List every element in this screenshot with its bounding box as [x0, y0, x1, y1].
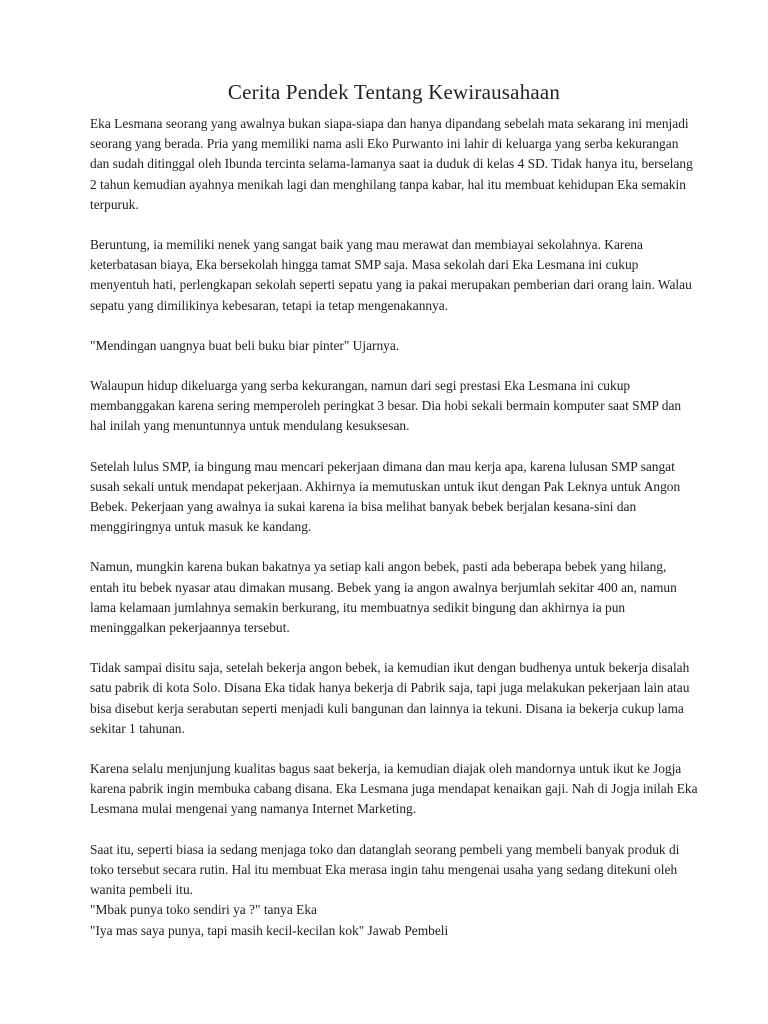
- dialogue-line-1: "Mbak punya toko sendiri ya ?" tanya Eka: [90, 902, 317, 918]
- paragraph-4: Walaupun hidup dikeluarga yang serba kekurangan, namun dari segi prestasi Eka Lesmana ini cukup membanggakan karena sering memperoleh peringkat 3 besar. Dia hobi sekali bermain komputer saat SMP dan hal inilah yang menuntunnya untuk mendulang kesuksesan.: [90, 378, 682, 434]
- paragraph-9: Saat itu, seperti biasa ia sedang menjaga toko dan datanglah seorang pembeli yang membeli banyak produk di toko tersebut secara rutin. Hal itu membuat Eka merasa ingin tahu mengenai usaha yang sedang ditekuni oleh wanita pembeli itu.: [90, 841, 680, 898]
- paragraph-1: Eka Lesmana seorang yang awalnya bukan siapa-siapa dan hanya dipandang sebelah mata sekarang ini menjadi seorang yang berada. Pria yang memiliki nama asli Eko Purwanto ini lahir di keluarga yang serba kekurangan dan sudah ditinggal oleh Ibunda tercinta selama-lamanya saat ia duduk di kelas 4 SD. Tidak hanya itu, berselang 2 tahun kemudian ayahnya menikah lagi dan menghilang tanpa kabar, hal itu membuat kehidupan Eka semakin terpuruk.: [90, 116, 693, 212]
- document-title: Cerita Pendek Tentang Kewirausahaan: [227, 80, 561, 104]
- paragraph-5: Setelah lulus SMP, ia bingung mau mencari pekerjaan dimana dan mau kerja apa, karena lulusan SMP sangat susah sekali untuk mendapat pekerjaan. Akhirnya ia memutuskan untuk ikut dengan Pak Leknya untuk Angon Bebek. Pekerjaan yang awalnya ia sukai karena ia bisa melihat banyak bebek berjalan kesana-sini dan menggiringnya untuk masuk ke kandang.: [90, 458, 681, 535]
- paragraph-6: Namun, mungkin karena bukan bakatnya ya setiap kali angon bebek, pasti ada beberapa bebek yang hilang, entah itu bebek nyasar atau dimakan musang. Bebek yang ia angon awalnya berjumlah sekitar 400 an, namun lama kelamaan jumlahnya semakin berkurang, itu membuatnya sedikit bingung dan akhirnya ia pun meninggalkan pekerjaannya tersebut.: [90, 559, 677, 636]
- paragraph-3: "Mendingan uangnya buat beli buku biar pinter" Ujarnya.: [90, 337, 400, 353]
- paragraph-7: Tidak sampai disitu saja, setelah bekerja angon bebek, ia kemudian ikut dengan budhenya untuk bekerja disalah satu pabrik di kota Solo. Disana Eka tidak hanya bekerja di Pabrik saja, tapi juga melakukan pekerjaan lain atau bisa disebut kerja serabutan seperti menjadi kuli bangunan dan lainnya ia tekuni. Disana ia bekerja cukup lama sekitar 1 tahunan.: [90, 660, 690, 736]
- paragraph-8: Karena selalu menjunjung kualitas bagus saat bekerja, ia kemudian diajak oleh mandornya untuk ikut ke Jogja karena pabrik ingin membuka cabang disana. Eka Lesmana juga mendapat kenaikan gaji. Nah di Jogja inilah Eka Lesmana mulai mengenai yang namanya Internet Marketing.: [90, 761, 698, 817]
- paragraph-2: Beruntung, ia memiliki nenek yang sangat baik yang mau merawat dan membiayai sekolahnya. Karena keterbatasan biaya, Eka bersekolah hingga tamat SMP saja. Masa sekolah dari Eka Lesmana ini cukup menyentuh hati, perlengkapan sekolah seperti sepatu yang ia pakai merupakan pemberian dari orang lain. Walau sepatu yang dimilikinya kebesaran, tetapi ia tetap mengenakannya.: [90, 237, 692, 313]
- dialogue-line-2: "Iya mas saya punya, tapi masih kecil-kecilan kok" Jawab Pembeli: [90, 922, 449, 938]
